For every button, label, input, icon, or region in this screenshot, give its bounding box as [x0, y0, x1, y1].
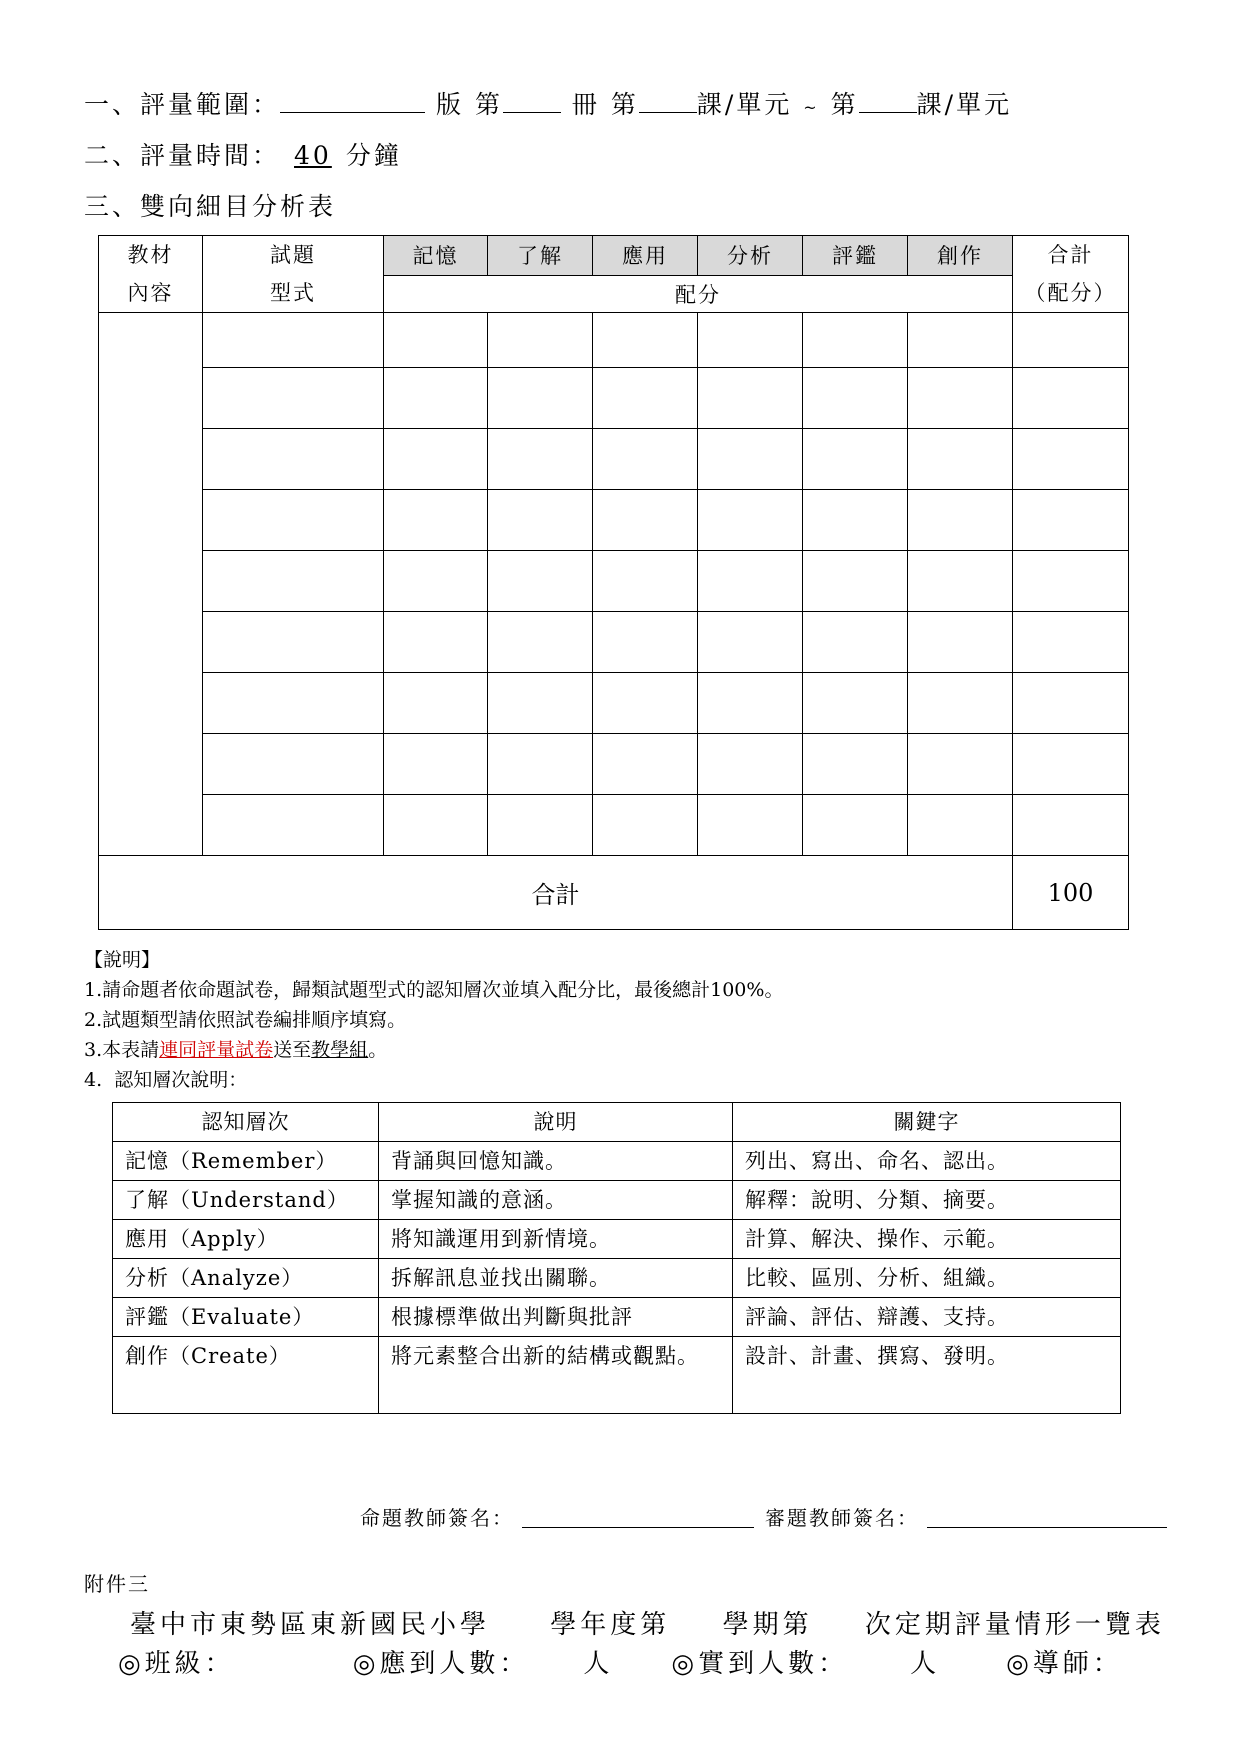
table-cell[interactable]	[203, 673, 384, 734]
setter-signature-field[interactable]	[522, 1527, 754, 1528]
cog-keywords: 計算、解決、操作、示範。	[733, 1220, 1121, 1259]
table-cell[interactable]	[1013, 673, 1129, 734]
cog-level: 了解（Understand）	[113, 1181, 379, 1220]
cog-level: 創作（Create）	[113, 1337, 379, 1414]
cog-header-keywords: 關鍵字	[733, 1103, 1121, 1142]
table-cell[interactable]	[203, 795, 384, 856]
table-cell[interactable]	[908, 795, 1013, 856]
cog-keywords: 列出、寫出、命名、認出。	[733, 1142, 1121, 1181]
table-row	[113, 1181, 1121, 1220]
cog-keywords: 評論、評估、辯護、支持。	[733, 1298, 1121, 1337]
table-cell[interactable]	[488, 795, 593, 856]
table-cell[interactable]	[698, 612, 803, 673]
table-cell[interactable]	[803, 313, 908, 368]
table-cell[interactable]	[593, 612, 698, 673]
di-text: 第	[610, 90, 639, 119]
cog-level: 應用（Apply）	[113, 1220, 379, 1259]
di-text: 第	[830, 90, 859, 119]
table-cell[interactable]	[203, 734, 384, 795]
note-1: 1.請命題者依命題試卷，歸類試題型式的認知層次並填入配分比，最後總計100%。	[84, 979, 784, 1001]
table-cell[interactable]	[488, 673, 593, 734]
table-cell[interactable]	[698, 429, 803, 490]
cog-desc: 掌握知識的意涵。	[379, 1181, 733, 1220]
table-cell[interactable]	[384, 313, 488, 368]
cog-desc: 根據標準做出判斷與批評	[379, 1298, 733, 1337]
level-remember: 記憶	[384, 236, 488, 276]
exam-text: 次定期評量情形一覽表	[864, 1610, 1165, 1640]
table-cell[interactable]	[1013, 368, 1129, 429]
table-cell[interactable]	[908, 551, 1013, 612]
table-cell[interactable]	[698, 368, 803, 429]
material-cell[interactable]	[99, 313, 203, 856]
table-cell[interactable]	[384, 673, 488, 734]
type-header: 試題 型式	[203, 236, 384, 313]
level-evaluate: 評鑑	[803, 236, 908, 276]
unit-end-blank[interactable]	[859, 86, 917, 113]
volume-blank[interactable]	[503, 86, 561, 113]
table-cell[interactable]	[803, 551, 908, 612]
table-cell[interactable]	[593, 734, 698, 795]
note-3-highlight: 連同評量試卷	[159, 1039, 274, 1061]
note-3-prefix: 3.本表請	[84, 1039, 160, 1061]
table-cell[interactable]	[803, 673, 908, 734]
table-cell[interactable]	[203, 551, 384, 612]
unit-text: 課/單元	[916, 90, 1013, 119]
table-cell[interactable]	[384, 429, 488, 490]
table-cell[interactable]	[698, 734, 803, 795]
reviewer-signature-label: 審題教師簽名：	[765, 1506, 919, 1530]
table-row	[113, 1142, 1121, 1181]
table-cell[interactable]	[908, 612, 1013, 673]
table-cell[interactable]	[698, 313, 803, 368]
table-cell[interactable]	[593, 795, 698, 856]
table-cell[interactable]	[1013, 551, 1129, 612]
notes-heading: 【說明】	[84, 949, 161, 971]
tilde-text: ~	[803, 98, 820, 117]
level-create: 創作	[908, 236, 1013, 276]
cog-keywords: 比較、區別、分析、組織。	[733, 1259, 1121, 1298]
table-cell[interactable]	[1013, 795, 1129, 856]
table-cell[interactable]	[593, 673, 698, 734]
expected-label: ◎應到人數：	[352, 1649, 530, 1679]
table-cell[interactable]	[384, 734, 488, 795]
level-analyze: 分析	[698, 236, 803, 276]
cog-keywords: 設計、計畫、撰寫、發明。	[733, 1337, 1121, 1414]
table-cell[interactable]	[384, 795, 488, 856]
table-cell[interactable]	[384, 368, 488, 429]
person-unit: 人	[583, 1649, 614, 1679]
time-unit: 分鐘	[345, 141, 402, 170]
score-label: 配分	[384, 275, 1013, 313]
setter-signature-label: 命題教師簽名：	[360, 1506, 514, 1530]
range-label: 一、評量範圍：	[84, 90, 281, 119]
note-4: 4. 認知層次說明：	[84, 1069, 248, 1091]
volume-text: 冊	[571, 90, 600, 119]
assessment-range-line	[84, 85, 1012, 121]
table-cell[interactable]	[908, 429, 1013, 490]
table-cell[interactable]	[488, 551, 593, 612]
reviewer-signature-field[interactable]	[927, 1527, 1167, 1528]
table-cell[interactable]	[908, 313, 1013, 368]
level-understand: 了解	[488, 236, 593, 276]
table-cell[interactable]	[803, 429, 908, 490]
table-cell[interactable]	[488, 612, 593, 673]
table-cell[interactable]	[384, 490, 488, 551]
actual-label: ◎實到人數：	[671, 1649, 849, 1679]
mentor-label: ◎導師：	[1006, 1649, 1123, 1679]
table-cell[interactable]	[908, 673, 1013, 734]
unit-text: 課/單元	[696, 90, 793, 119]
table-row	[113, 1259, 1121, 1298]
time-label: 二、評量時間：	[84, 141, 281, 170]
table-cell[interactable]	[1013, 429, 1129, 490]
cog-header-level: 認知層次	[113, 1103, 379, 1142]
cog-desc: 背誦與回憶知識。	[379, 1142, 733, 1181]
person-unit: 人	[910, 1649, 941, 1679]
note-3	[84, 1035, 387, 1062]
table-cell[interactable]	[908, 734, 1013, 795]
table-cell[interactable]	[593, 368, 698, 429]
table-cell[interactable]	[203, 368, 384, 429]
table-cell[interactable]	[203, 429, 384, 490]
year-text: 學年度第	[550, 1610, 671, 1640]
time-value: 40	[294, 141, 332, 170]
note-3-office: 教學組	[311, 1039, 369, 1061]
table-cell[interactable]	[488, 490, 593, 551]
table-cell[interactable]	[1013, 490, 1129, 551]
table-cell[interactable]	[803, 612, 908, 673]
cog-keywords: 解釋：說明、分類、摘要。	[733, 1181, 1121, 1220]
edition-text: 版	[435, 90, 464, 119]
table-cell[interactable]	[593, 313, 698, 368]
cog-desc: 將元素整合出新的結構或觀點。	[379, 1337, 733, 1414]
level-apply: 應用	[593, 236, 698, 276]
note-3-mid: 送至	[273, 1039, 312, 1061]
cog-level: 評鑑（Evaluate）	[113, 1298, 379, 1337]
class-label: ◎班級：	[118, 1649, 235, 1679]
table-cell[interactable]	[1013, 734, 1129, 795]
table-cell[interactable]	[1013, 612, 1129, 673]
table-cell[interactable]	[803, 795, 908, 856]
di-text: 第	[474, 90, 503, 119]
material-header: 教材 內容	[99, 236, 203, 313]
table-cell[interactable]	[908, 490, 1013, 551]
cognitive-level-table	[112, 1102, 1121, 1414]
table-cell[interactable]	[593, 429, 698, 490]
annex-label: 附件三	[84, 1572, 150, 1596]
table-cell[interactable]	[488, 429, 593, 490]
table-cell[interactable]	[593, 490, 698, 551]
table-cell[interactable]	[384, 551, 488, 612]
table-cell[interactable]	[488, 368, 593, 429]
grand-total-label: 合計	[99, 856, 1013, 930]
cog-desc: 將知識運用到新情境。	[379, 1220, 733, 1259]
cog-level: 分析（Analyze）	[113, 1259, 379, 1298]
table-cell[interactable]	[698, 490, 803, 551]
term-text: 學期第	[722, 1610, 813, 1640]
table-cell[interactable]	[203, 313, 384, 368]
grand-total-value: 100	[1013, 856, 1129, 930]
table-cell[interactable]	[384, 612, 488, 673]
table-cell[interactable]	[488, 734, 593, 795]
table-cell[interactable]	[203, 612, 384, 673]
edition-blank[interactable]	[280, 86, 425, 113]
cog-header-desc: 說明	[379, 1103, 733, 1142]
table-row	[113, 1337, 1121, 1414]
unit-start-blank[interactable]	[639, 86, 697, 113]
table-cell[interactable]	[908, 368, 1013, 429]
total-header: 合計 （配分）	[1013, 236, 1129, 313]
table-cell[interactable]	[488, 313, 593, 368]
table-cell[interactable]	[803, 490, 908, 551]
table-cell[interactable]	[203, 490, 384, 551]
table-row	[113, 1298, 1121, 1337]
table-cell[interactable]	[698, 795, 803, 856]
table-cell[interactable]	[803, 734, 908, 795]
table-cell[interactable]	[803, 368, 908, 429]
table-cell[interactable]	[698, 673, 803, 734]
table-cell[interactable]	[698, 551, 803, 612]
table-cell[interactable]	[593, 551, 698, 612]
school-name: 臺中市東勢區東新國民小學	[130, 1610, 491, 1640]
annex-info-line	[118, 1643, 1123, 1680]
note-2: 2.試題類型請依照試卷編排順序填寫。	[84, 1009, 407, 1031]
cog-desc: 拆解訊息並找出關聯。	[379, 1259, 733, 1298]
assessment-time-line	[84, 136, 402, 172]
two-way-spec-table	[98, 235, 1129, 930]
annex-title	[130, 1604, 1165, 1641]
note-3-end: 。	[368, 1039, 388, 1061]
table-row	[113, 1220, 1121, 1259]
table-title: 三、雙向細目分析表	[84, 192, 337, 221]
table-cell[interactable]	[1013, 313, 1129, 368]
cog-level: 記憶（Remember）	[113, 1142, 379, 1181]
